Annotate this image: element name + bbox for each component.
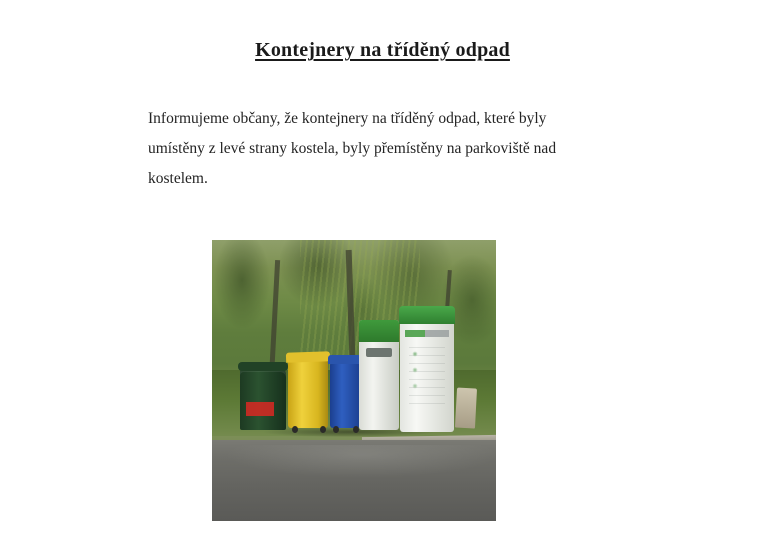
container-lid [328,355,362,364]
container-brand-stripe [405,330,449,337]
white-textile-container-large [400,314,454,432]
yellow-plastic-container [288,360,328,428]
page-title: Kontejnery na tříděný odpad [255,39,510,62]
green-glass-container [240,368,286,430]
recycling-containers-photo [212,240,496,521]
container-lid [238,362,288,371]
container-lid [359,320,399,342]
container-graphics [409,346,445,404]
container-lid [286,351,330,363]
container-wheel [320,426,326,433]
container-lid [399,306,455,324]
waste-bag [455,388,477,429]
body-paragraph: Informujeme občany, že kontejnery na tříděný odpad, které byly umístěny z levé strany kostela, byly přemístěny na parkoviště nad kostelem. [148,109,557,187]
asphalt-highlight [212,445,496,485]
container-wheel [292,426,298,433]
container-label [246,402,274,416]
container-slot [366,348,392,357]
white-textile-container-small [359,320,399,430]
container-wheel [333,426,339,433]
blue-paper-container [330,362,360,428]
photo-container [212,240,496,521]
